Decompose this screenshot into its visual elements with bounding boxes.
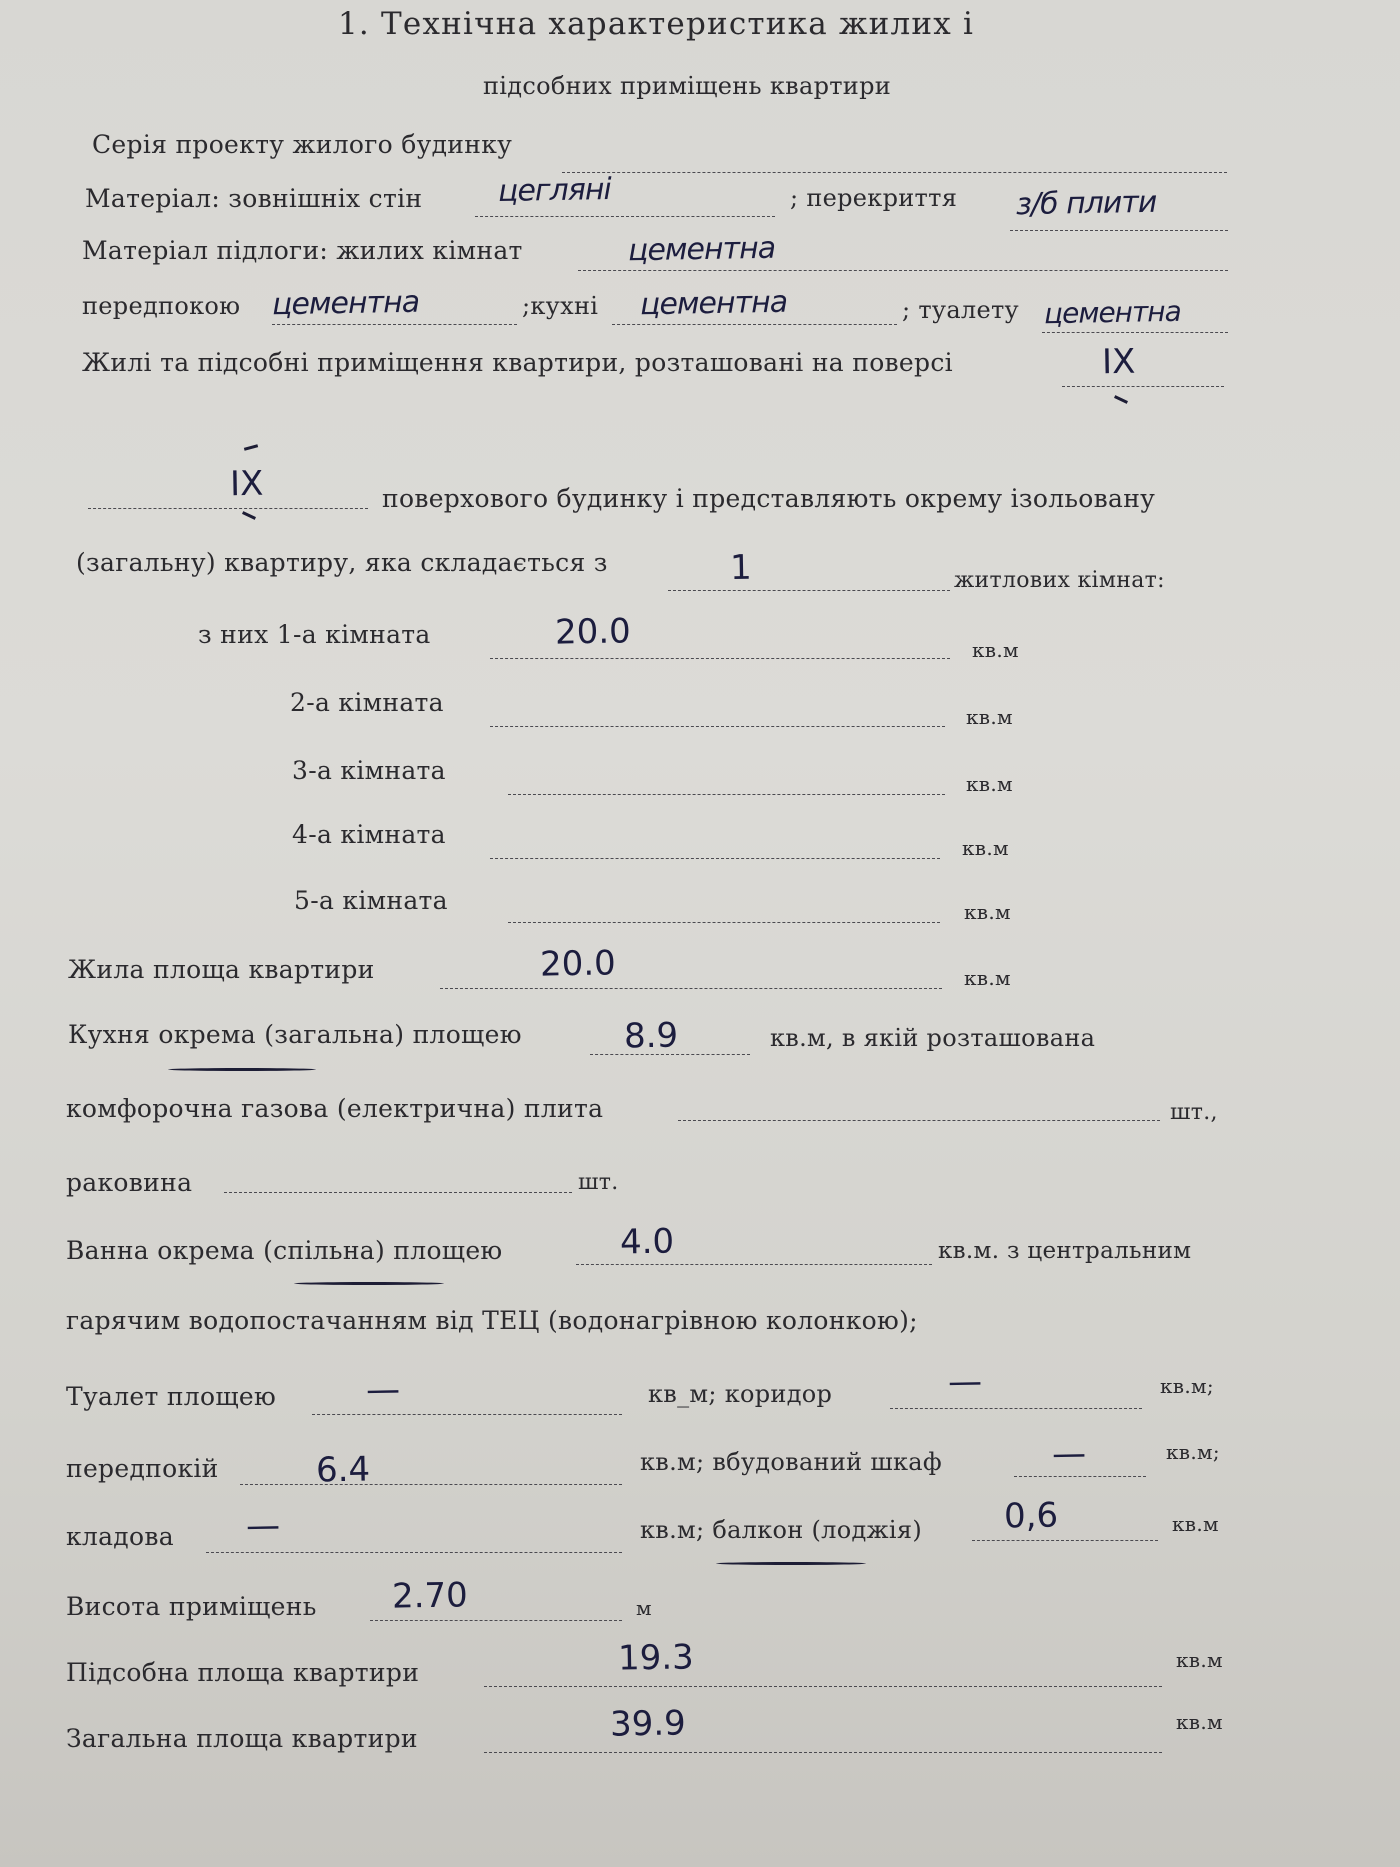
stove-label: комфорочна газова (електрична) плита: [66, 1094, 604, 1123]
hallway-floor-blank[interactable]: [272, 324, 517, 325]
closet-value: —: [1051, 1433, 1087, 1475]
kitchen-floor-blank[interactable]: [612, 324, 897, 325]
kitchen-floor-label: ;кухні: [522, 292, 599, 320]
room-1-value: 20.0: [554, 611, 632, 653]
location-label: Жилі та підсобні приміщення квартири, розташовані на поверсі: [82, 348, 953, 377]
kitchen-floor-value: цементна: [639, 284, 788, 323]
floor-number-tick: [1114, 395, 1128, 404]
balcony-value: 0,6: [1003, 1495, 1059, 1537]
stove-unit: шт.,: [1170, 1100, 1218, 1125]
aux-area-unit: кв.м: [1176, 1648, 1223, 1672]
corridor-unit: кв.м;: [1160, 1374, 1214, 1398]
room-4-label: 4-а кімната: [292, 820, 446, 849]
total-area-value: 39.9: [609, 1703, 687, 1745]
room-3-unit: кв.м: [966, 772, 1013, 796]
storage-unit: кв.м; балкон (лоджія): [640, 1516, 922, 1544]
rooms-label: (загальну) квартиру, яка складається з: [76, 548, 608, 577]
hallway-area-label: передпокій: [66, 1454, 219, 1483]
rooms-suffix: житлових кімнат:: [954, 568, 1165, 593]
total-area-blank[interactable]: [484, 1752, 1162, 1753]
toilet-area-value: —: [365, 1369, 401, 1411]
room-3-label: 3-а кімната: [292, 756, 446, 785]
room-5-blank[interactable]: [508, 922, 940, 923]
bath-suffix: кв.м. з центральним: [938, 1238, 1192, 1264]
toilet-area-unit: кв_м; коридор: [648, 1380, 833, 1408]
room-5-label: 5-а кімната: [294, 886, 448, 915]
floor-slab-value: з/б плити: [1015, 184, 1157, 223]
project-series-blank[interactable]: [562, 172, 1227, 173]
floor-number-value: IX: [1101, 341, 1136, 383]
hallway-area-blank[interactable]: [240, 1484, 622, 1485]
living-area-value: 20.0: [539, 943, 617, 985]
kitchen-area-suffix: кв.м, в якій розташована: [770, 1024, 1096, 1052]
storage-value: —: [245, 1505, 281, 1547]
rooms-count-blank[interactable]: [668, 590, 950, 591]
floor-material-value: цементна: [627, 230, 776, 269]
wall-material-label: Матеріал: зовнішніх стін: [85, 184, 423, 213]
room-2-label: 2-а кімната: [290, 688, 444, 717]
kitchen-area-value: 8.9: [623, 1015, 679, 1057]
total-area-unit: кв.м: [1176, 1710, 1223, 1734]
storage-blank[interactable]: [206, 1552, 622, 1553]
aux-area-value: 19.3: [617, 1637, 695, 1679]
height-blank[interactable]: [370, 1620, 622, 1621]
floor-slab-blank[interactable]: [1010, 230, 1228, 231]
hallway-area-unit: кв.м; вбудований шкаф: [640, 1448, 942, 1476]
sink-label: раковина: [66, 1168, 193, 1197]
page-title: 1. Технічна характеристика жилих і: [338, 6, 975, 42]
height-value: 2.70: [391, 1575, 469, 1617]
room-1-blank[interactable]: [490, 658, 950, 659]
bath-area-blank[interactable]: [576, 1264, 932, 1265]
hot-water-label: гарячим водопостачанням від ТЕЦ (водонагрівною колонкою);: [66, 1306, 918, 1335]
living-area-blank[interactable]: [440, 988, 942, 989]
storeys-tick-bottom: [242, 511, 256, 520]
toilet-floor-value: цементна: [1043, 294, 1181, 331]
room-5-unit: кв.м: [964, 900, 1011, 924]
balcony-underline-mark: [716, 1562, 866, 1565]
room-4-blank[interactable]: [490, 858, 940, 859]
toilet-floor-blank[interactable]: [1042, 332, 1228, 333]
rooms-count-value: 1: [729, 547, 752, 589]
aux-area-label: Підсобна площа квартири: [66, 1658, 420, 1687]
bath-underline-mark: [294, 1282, 444, 1285]
storeys-tick-top: [244, 444, 258, 451]
room-4-unit: кв.м: [962, 836, 1009, 860]
toilet-area-label: Туалет площею: [66, 1382, 277, 1411]
sink-blank[interactable]: [224, 1192, 572, 1193]
room-2-blank[interactable]: [490, 726, 945, 727]
floor-number-blank[interactable]: [1062, 386, 1224, 387]
hallway-floor-label: передпокою: [82, 292, 241, 320]
floor-material-blank[interactable]: [578, 270, 1228, 271]
balcony-unit: кв.м: [1172, 1512, 1219, 1536]
sink-unit: шт.: [578, 1170, 619, 1195]
toilet-area-blank[interactable]: [312, 1414, 622, 1415]
kitchen-underline-mark: [168, 1068, 316, 1071]
height-label: Висота приміщень: [66, 1592, 317, 1621]
total-area-label: Загальна площа квартири: [66, 1724, 418, 1753]
room-1-label: з них 1-а кімната: [198, 620, 431, 649]
bath-area-value: 4.0: [619, 1221, 675, 1263]
closet-blank[interactable]: [1014, 1476, 1146, 1477]
stove-blank[interactable]: [678, 1120, 1160, 1121]
living-area-unit: кв.м: [964, 966, 1011, 990]
floor-slab-label: ; перекриття: [790, 184, 958, 212]
balcony-blank[interactable]: [972, 1540, 1158, 1541]
closet-unit: кв.м;: [1166, 1440, 1220, 1464]
wall-material-value: цегляні: [497, 172, 612, 209]
floor-material-label: Матеріал підлоги: жилих кімнат: [82, 236, 523, 265]
project-series-label: Серія проекту жилого будинку: [92, 130, 513, 159]
room-2-unit: кв.м: [966, 705, 1013, 729]
room-3-blank[interactable]: [508, 794, 945, 795]
storeys-label: поверхового будинку і представляють окрему ізольовану: [382, 484, 1156, 513]
storage-label: кладова: [66, 1522, 174, 1551]
storeys-value: IX: [229, 463, 264, 505]
corridor-blank[interactable]: [890, 1408, 1142, 1409]
wall-material-blank[interactable]: [475, 216, 775, 217]
kitchen-area-label: Кухня окрема (загальна) площею: [68, 1020, 522, 1049]
living-area-label: Жила площа квартири: [68, 955, 375, 984]
hallway-area-value: 6.4: [315, 1449, 371, 1491]
aux-area-blank[interactable]: [484, 1686, 1162, 1687]
storeys-blank[interactable]: [88, 508, 368, 509]
corridor-value: —: [947, 1361, 983, 1403]
hallway-floor-value: цементна: [271, 284, 420, 323]
page-subtitle: підсобних приміщень квартири: [483, 72, 892, 100]
room-1-unit: кв.м: [972, 638, 1019, 662]
height-unit: м: [636, 1596, 652, 1620]
toilet-floor-label: ; туалету: [902, 296, 1019, 324]
bath-label: Ванна окрема (спільна) площею: [66, 1236, 503, 1265]
